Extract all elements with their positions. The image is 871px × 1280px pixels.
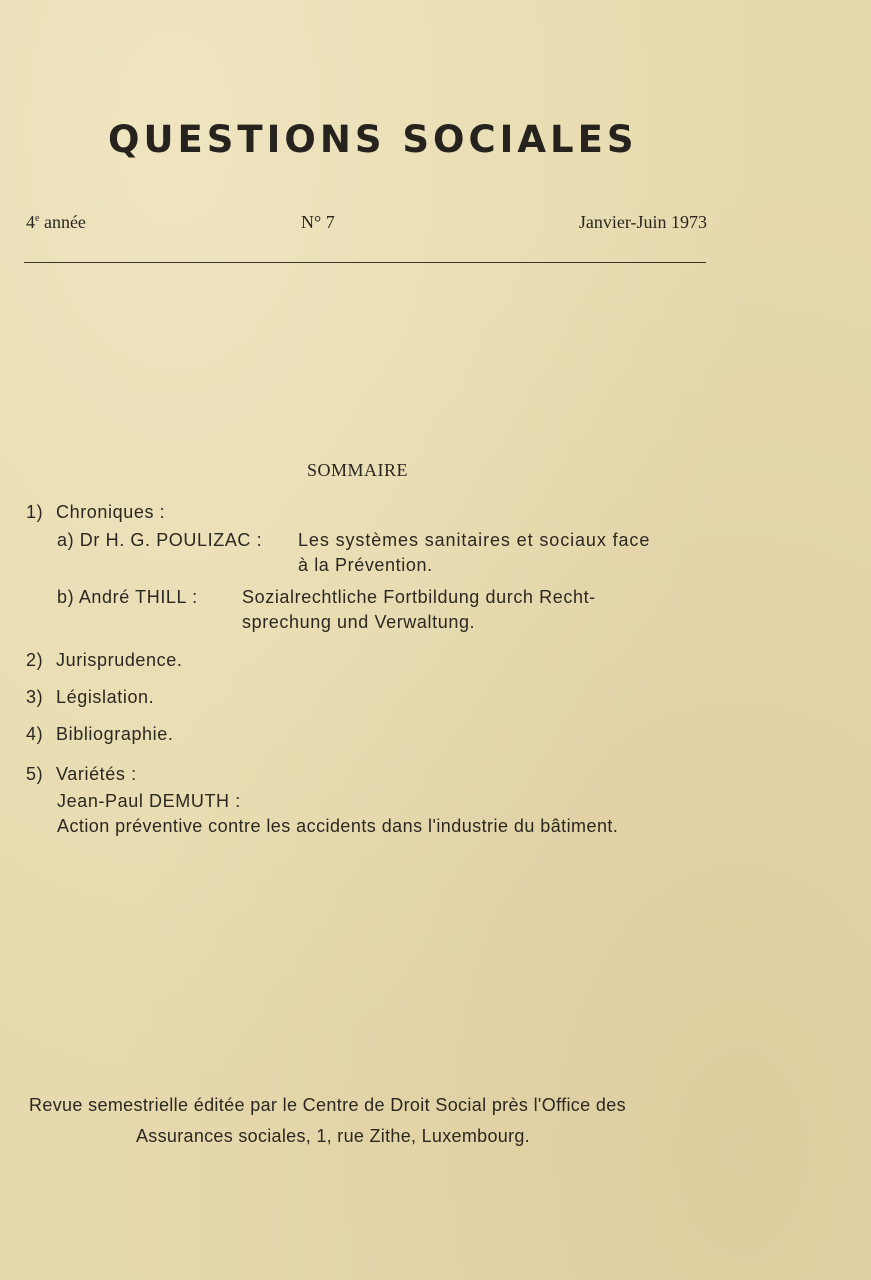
volume-year [26, 212, 86, 233]
item-number: 4) [26, 724, 44, 744]
varietes-author: Jean-Paul DEMUTH : [57, 791, 241, 811]
item-label: Chroniques : [56, 502, 166, 522]
chronicle-a-author: a) Dr H. G. POULIZAC : [57, 530, 263, 550]
list-item [26, 764, 137, 785]
list-item [26, 502, 165, 523]
publisher-note-line1: Revue semestrielle éditée par le Centre de Droit Social près l'Office des [29, 1095, 626, 1115]
item-label: Législation. [56, 687, 155, 707]
varietes-title: Action préventive contre les accidents dans l'industrie du bâtiment. [57, 816, 619, 836]
item-label: Bibliographie. [56, 724, 174, 744]
list-item [26, 687, 154, 708]
issue-date: Janvier-Juin 1973 [578, 212, 707, 232]
item-label: Jurisprudence. [56, 650, 183, 670]
list-item [26, 650, 182, 671]
item-number: 3) [26, 687, 44, 707]
year-superscript: e [35, 213, 40, 224]
chronicle-a-title: Les systèmes sanitaires et sociaux face [298, 530, 651, 550]
item-label: Variétés : [56, 764, 137, 784]
publisher-note-line2: Assurances sociales, 1, rue Zithe, Luxembourg. [136, 1126, 530, 1146]
issue-number: N° 7 [301, 212, 335, 232]
list-item [26, 724, 173, 745]
year-word: année [43, 212, 86, 232]
header-divider [24, 262, 706, 263]
chronicle-b-title: Sozialrechtliche Fortbildung durch Recht- [242, 587, 596, 607]
year-number: 4 [26, 212, 35, 232]
chronicle-a-title-cont: à la Prévention. [298, 555, 433, 575]
item-number: 1) [26, 502, 44, 522]
chronicle-b-title-cont: sprechung und Verwaltung. [242, 612, 476, 632]
item-number: 2) [26, 650, 44, 670]
journal-title: QUESTIONS SOCIALES [108, 118, 638, 161]
chronicle-b-author: b) André THILL : [57, 587, 198, 607]
item-number: 5) [26, 764, 44, 784]
contents-heading: SOMMAIRE [307, 460, 409, 480]
